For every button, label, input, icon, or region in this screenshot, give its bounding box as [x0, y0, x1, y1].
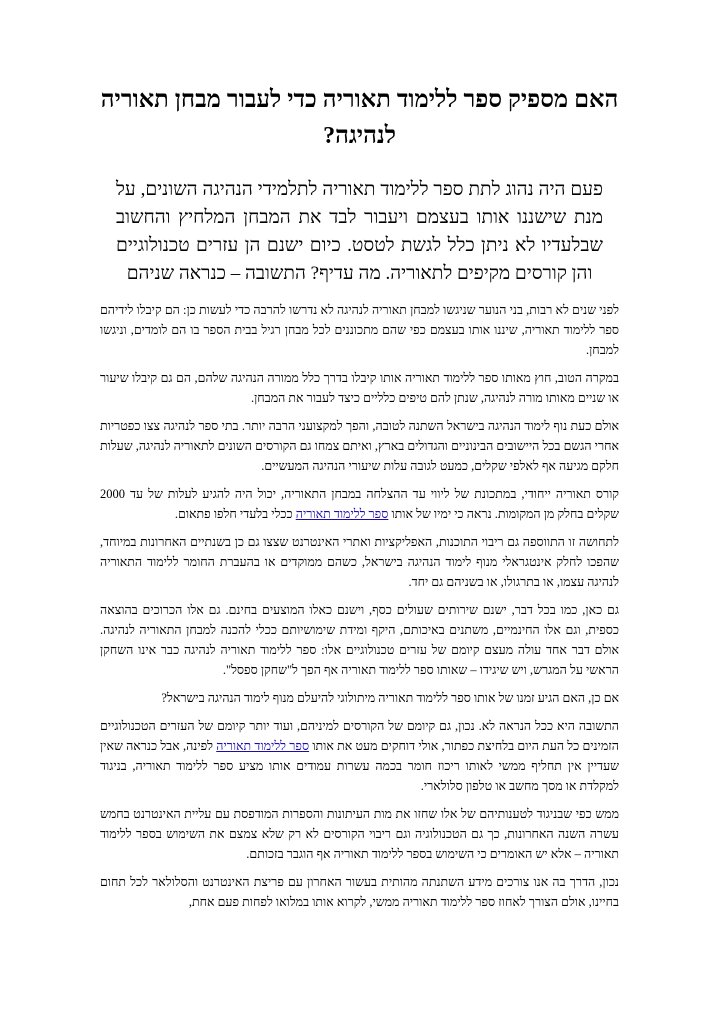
paragraph-9: ממש כפי שבניגוד לטענותיהם של אלו שחזו את מות העיתונות והספרות המודפסת עם עליית האינטרנט בחמש עשרה השנה האחרונות, כך גם הטכנולוגיה וגם ריבוי הקורסים לא רק שלא צמצם את השימוש בספר ללימוד תאוריה – אלא יש האומרים כי השימוש בספר ללימוד תאוריה אף הוגבר בזכותם. [100, 807, 619, 861]
paragraph-8-text-end: לפינה, אבל כנראה שאין שעדיין אין תחליף ממשי לאותו ריכוז חומר בכמה עשרות עמודים אותו מציע ספר ללימוד תאוריה, בניגוד למקלדת או מסך מחשב או טלפון סלולארי. [100, 739, 619, 793]
paragraph-6: גם כאן, כמו בכל דבר, ישנם שירותים שעולים כסף, וישנם כאלו המוצעים בחינם. גם אלו הכרוכים בהוצאה כספית, וגם אלו החינמיים, משתנים באיכותם, היקף ומידת שימושיותם ככלי להכנה למבחן התאוריה לנהיגה. אולם דבר אחד עולה מעצם קיומם של עזרים טכנולוגיים אלו: ספר ללימוד תאוריה לנהיגה כבר אינו השחקן הראשי על המגרש, ויש שיגידו – שאותו ספר ללימוד תאוריה אף הפך ל"שחקן ספסל". [100, 603, 619, 677]
paragraph-10: נכון, הדרך בה אנו צורכים מידע השתנתה מהותית בעשור האחרון עם פריצת האינטרנט והסלולאר לכל תחום בחיינו, אולם הצורך לאחוז ספר ללימוד תאוריה ממשי, לקרוא אותו במלואו לפחות פעם אחת, [100, 875, 619, 909]
paragraph-1: לפני שנים לא רבות, בני הנוער שניגשו למבחן תאוריה לנהיגה לא נדרשו להרבה כדי לעשות כן: הם קיבלו לידיהם ספר ללימוד תאוריה, שיננו אותו בעצמם כפי שהם מתכוננים לכל מבחן רגיל בבית הספר בו הם לומדים, וניגשו למבחן. [100, 303, 619, 357]
article-lead: פעם היה נהוג לתת ספר ללימוד תאוריה לתלמידי הנהיגה השונים, על מנת שישננו אותו בעצמם ויעבור לבד את המבחן המלחיץ והחשוב שבלעדיו לא ניתן כלל לגשת לטסט. כיום ישנם הן עזרים טכנולוגיים והן קורסים מקיפים לתאוריה. מה עדיף? התשובה – כנראה שניהם [116, 179, 603, 284]
paragraph-4 [100, 484, 619, 524]
theory-book-link-2[interactable]: ספר ללימוד תאוריה [216, 739, 310, 753]
paragraph-7: אם כן, האם הגיע זמנו של אותו ספר ללימוד תאוריה מיתולוגי להיעלם מנוף לימוד הנהיגה בישראל? [161, 691, 619, 705]
paragraph-5: לתחושה זו התווספה גם ריבוי התוכנות, האפליקציות ואתרי האינטרנט שצצו גם כן בשנתיים האחרונות במיוחד, שהפכו לחלק אינטגראלי מנוף לימוד הנהיגה בישראל, כשהם ממוקדים או בהעברת החומר ללימוד התאוריה לנהיגה עצמו, או בתרגולו, או בשניהם גם יחד. [100, 535, 619, 589]
paragraph-4-text-start: קורס תאוריה ייחודי, במתכונת של ליווי עד ההצלחה במבחן התאוריה, יכול היה להגיע לעלות של עד 2000 שקלים בחלק מן המקומות. נראה כי ימיו של אותו [100, 487, 619, 521]
paragraph-8 [100, 716, 619, 796]
article-title: האם מספיק ספר ללימוד תאוריה כדי לעבור מבחן תאוריה לנהיגה? [100, 87, 619, 149]
paragraph-8-text-start: התשובה היא ככל הנראה לא. נכון, גם קיומם של הקורסים למיניהם, ועוד יותר קיומם של העזרים הטכנולוגיים הזמינים כל העת היום בלחיצת כפתור, אולי דוחקים מעט את אותו [100, 719, 619, 753]
theory-book-link[interactable]: ספר ללימוד תאוריה [295, 507, 389, 521]
paragraph-3: אולם כעת נוף לימוד הנהיגה בישראל השתנה לטובה, והפך למקצועני הרבה יותר. בתי ספר לנהיגה צצו כפטריות אחרי הגשם בכל היישובים הבינוניים והגדולים בארץ, ואיתם צמחו גם הקורסים השונים לתאוריה לנהיגה, שעלות חלקם מגיעה אף לאלפי שקלים, כמעט לגובה עלות שיעורי הנהיגה המעשיים. [100, 419, 619, 473]
paragraph-2: במקרה הטוב, חוץ מאותו ספר ללימוד תאוריה אותו קיבלו בדרך כלל ממורה הנהיגה שלהם, הם גם קיבלו שיעור או שניים מאותו מורה לנהיגה, שנתן להם טיפים כלליים כיצד לעבור את המבחן. [100, 371, 619, 405]
paragraph-4-text-end: ככלי בלעדי חלפו פתאום. [174, 507, 296, 521]
